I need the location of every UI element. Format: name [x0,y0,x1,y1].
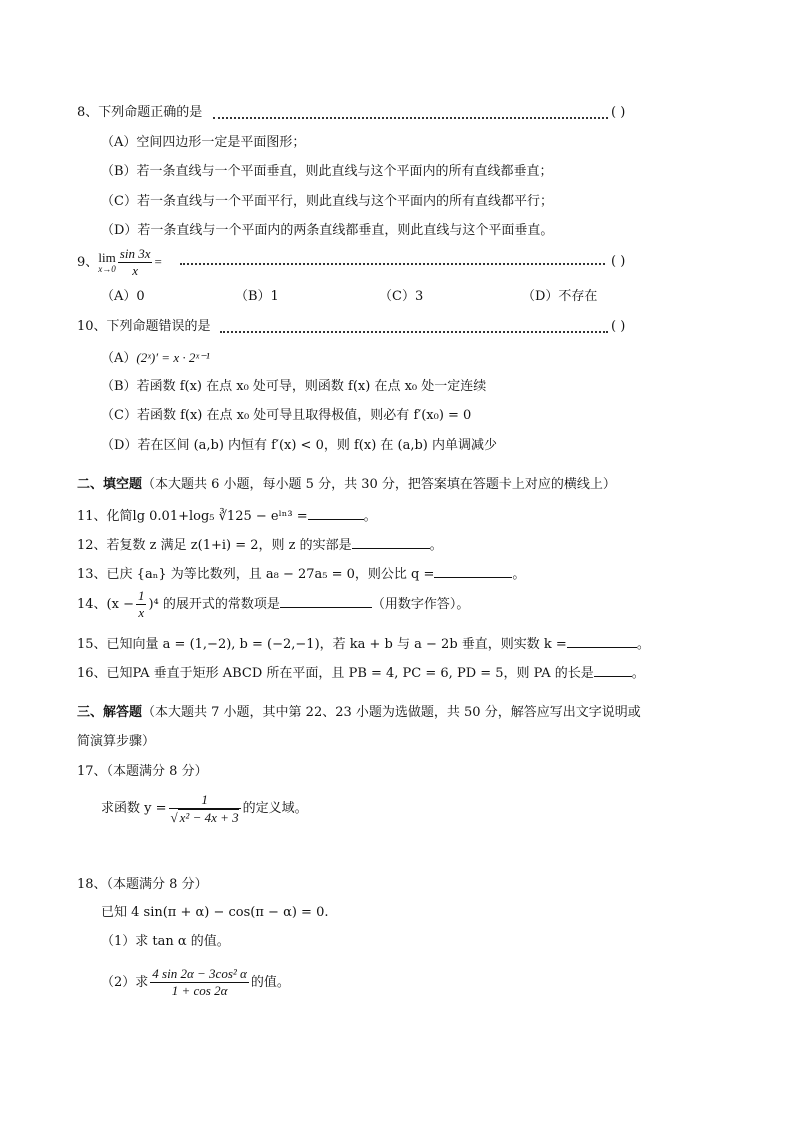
q9-fraction [118,246,153,279]
q17-frac-den: x² − 4x + 3 [179,809,239,825]
q17-frac-den-wrap: √ x² − 4x + 3 [170,809,239,825]
q10-d-label: （D） [101,438,138,453]
q9-frac-den: x [132,263,139,278]
section-3-title: 三、解答题 [77,705,143,720]
q10-option-c [101,407,471,425]
q12 [77,536,443,555]
q10-stem: 10、下列命题错误的是 [77,319,211,334]
q18-frac-den: 1 + cos 2α [171,983,228,998]
q8-option-b: （B）若一条直线与一个平面垂直，则此直线与这个平面内的所有直线都垂直； [101,164,553,179]
section-3-note-2: 简演算步骤） [77,734,156,749]
q14-pre: 14、(x − [77,597,134,612]
q10-c-text: 若函数 f(x) 在点 x₀ 处可导且取得极值，则必有 f′(x₀) = 0 [136,408,472,423]
q11 [77,507,377,526]
q10-c-label: （C） [101,408,137,423]
q17-heading: 17、（本题满分 8 分） [77,764,208,779]
section-3-note-1: （本大题共 7 小题，其中第 22、23 小题为选做题，共 50 分，解答应写出文字说明或 [142,705,641,720]
q14-frac-num: 1 [137,588,145,603]
section-2-note: （本大题共 6 小题，每小题 5 分，共 30 分，把答案填在答题卡上对应的横线上） [142,477,616,492]
q10-answer-paren: ( ) [611,319,626,334]
q11-end: 。 [363,509,377,524]
q17-fraction [169,792,241,826]
q12-end: 。 [429,538,443,553]
q17-pre: 求函数 y = [101,801,167,816]
q11-answer-blank[interactable] [308,507,364,520]
q10-b-text: 若函数 f(x) 在点 x₀ 处可导，则函数 f(x) 在点 x₀ 处一定连续 [136,379,487,394]
q14-fraction [136,588,147,621]
q18-heading: 18、（本题满分 8 分） [77,877,208,892]
q12-text: 12、若复数 z 满足 z(1+i) = 2，则 z 的实部是 [77,538,352,553]
q9-equals: = [154,254,162,269]
q18-frac-num: 4 sin 2α − 3cos² α [152,966,247,981]
q17-body [101,789,308,829]
q10-d-text: 若在区间 (a,b) 内恒有 f′(x) < 0，则 f(x) 在 (a,b) 内单调减少 [137,438,498,453]
section-3-heading [77,704,641,722]
q13-end: 。 [512,567,526,582]
q16-answer-blank[interactable] [594,664,632,677]
q17-post: 的定义域。 [242,801,308,816]
q12-answer-blank[interactable] [352,536,430,549]
q10-a-label: （A） [101,351,137,366]
q9-limit [98,249,116,274]
q8-option-d: （D）若一条直线与一个平面内的两条直线都垂直，则此直线与这个平面垂直。 [101,223,554,238]
q13-answer-blank[interactable] [434,565,512,578]
q16-text: 16、已知PA 垂直于矩形 ABCD 所在平面，且 PB = 4, PC = 6, PD = 5，则 PA 的长是 [77,666,594,681]
q10-a-math: (2ˣ)′ = x · 2ˣ⁻¹ [136,350,210,365]
q18-given: 已知 4 sin(π + α) − cos(π − α) = 0. [101,905,329,920]
q13 [77,565,525,584]
q9-option-d: （D）不存在 [522,289,598,304]
q15 [77,635,650,654]
q8-option-a: （A）空间四边形一定是平面图形； [101,135,306,150]
q10-option-d [101,437,497,455]
q8-dots [213,117,608,119]
q9-option-b: （B）1 [235,289,279,304]
q18-fraction [150,966,249,999]
q16-end: 。 [631,666,645,681]
q9-lim-under: x→0 [98,263,116,274]
q9-option-c: （C）3 [379,289,424,304]
q9-number: 9、 [77,255,99,270]
q11-text: 11、化简lg 0.01+log₅ ∛125 − eˡⁿ³ = [77,509,308,524]
q18-p2-pre: （2）求 [101,975,149,990]
q18-p2-post: 的值。 [250,975,290,990]
q14-post: )⁴ 的展开式的常数项是 [148,597,280,612]
q10-b-label: （B） [101,379,137,394]
q9-answer-paren: ( ) [611,254,626,269]
section-2-title: 二、填空题 [77,477,143,492]
q10-option-a [101,349,210,368]
q9-frac-num: sin 3x [119,246,151,261]
q8-stem: 8、下列命题正确的是 [77,105,203,120]
q9-stem [77,246,162,279]
q9-lim-word: lim [98,249,116,265]
q10-option-b [101,378,486,396]
q9-option-a: （A）0 [101,289,145,304]
q10-dots [220,331,608,333]
q14 [77,588,469,621]
q18-part-2 [101,963,290,1003]
q15-answer-blank[interactable] [567,635,637,648]
q9-dots [180,263,605,265]
q18-part-1: （1）求 tan α 的值。 [101,934,230,949]
q14-end: （用数字作答）。 [371,597,470,612]
q14-answer-blank[interactable] [280,595,372,608]
q17-frac-num: 1 [169,792,241,809]
q14-frac-den: x [138,605,145,620]
q15-text: 15、已知向量 a = (1,−2), b = (−2,−1)，若 ka + b 与 a − 2b 垂直，则实数 k = [77,637,567,652]
q13-text: 13、已庆 {aₙ} 为等比数列，且 a₈ − 27a₅ = 0，则公比 q = [77,567,435,582]
section-2-heading [77,476,616,494]
q16 [77,664,645,683]
q15-end: 。 [636,637,650,652]
q8-option-c: （C）若一条直线与一个平面平行，则此直线与这个平面内的所有直线都平行； [101,194,553,209]
q8-answer-paren: ( ) [611,105,626,120]
